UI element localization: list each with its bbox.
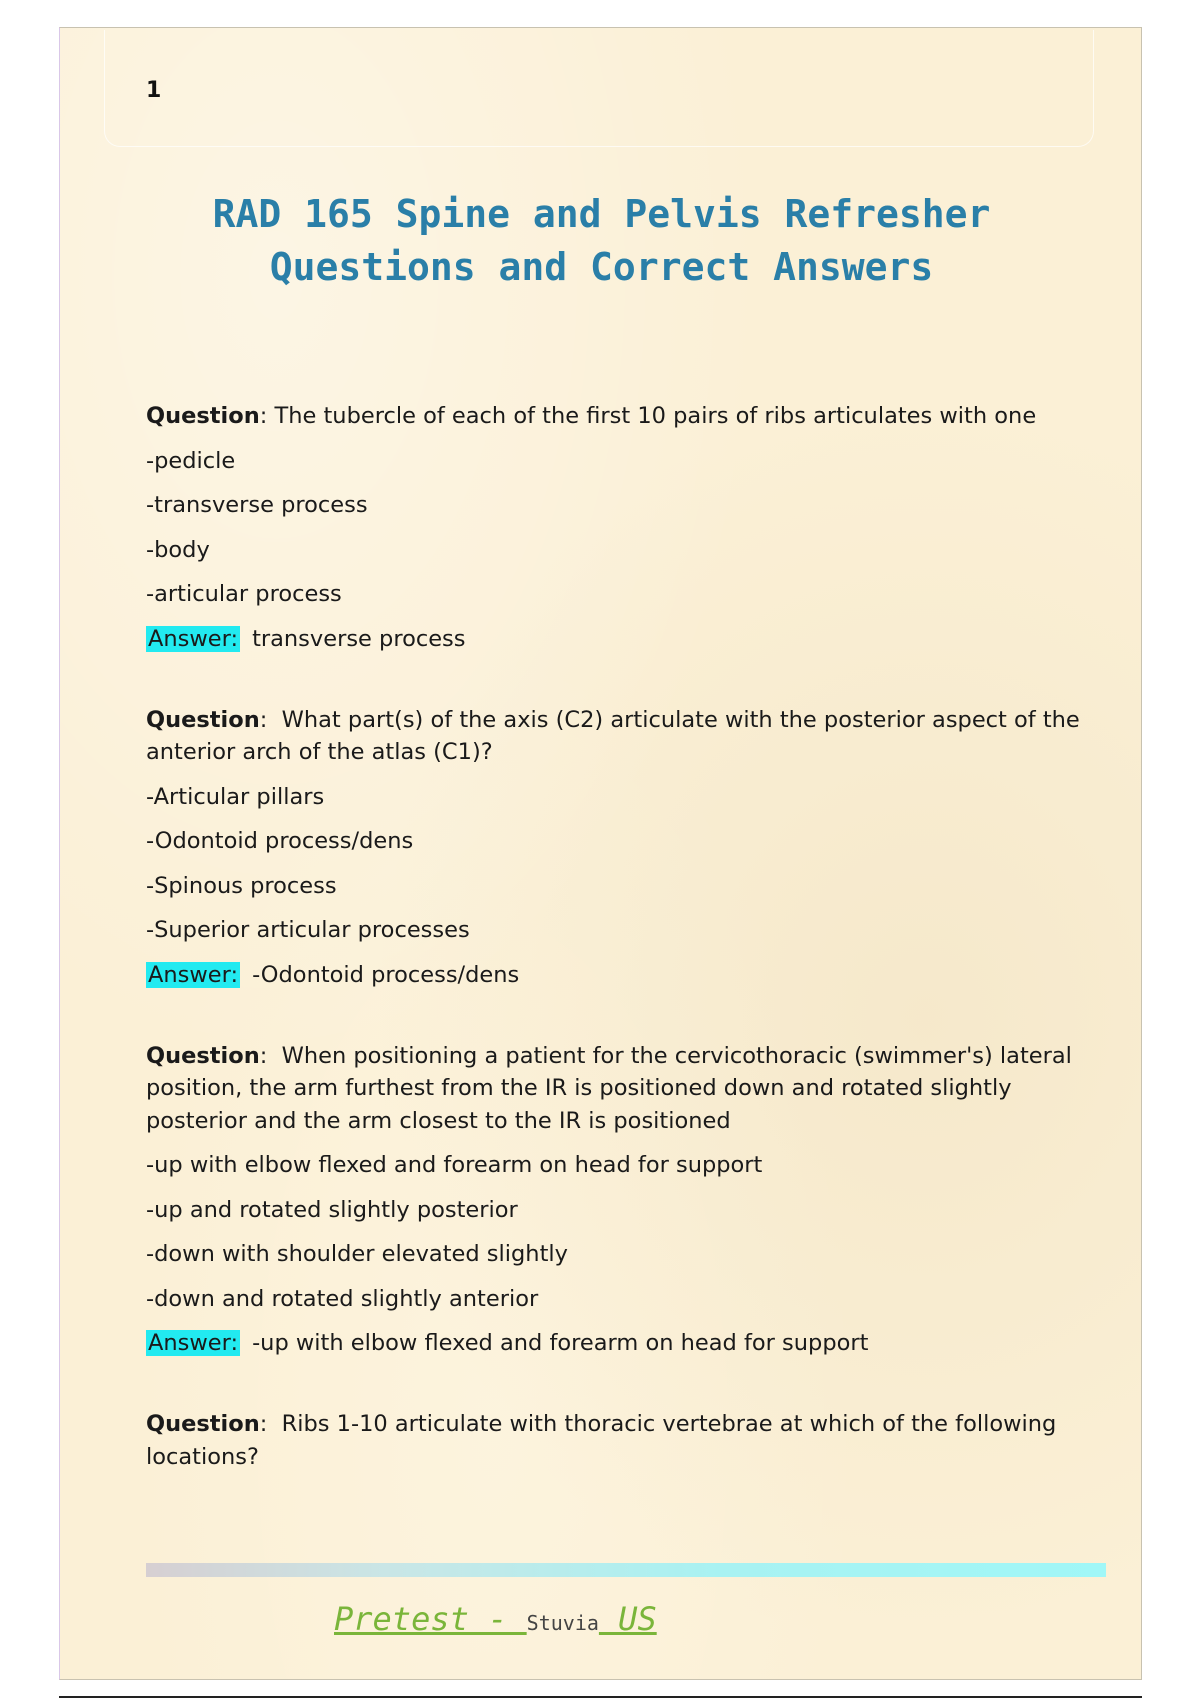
correct-answer [146, 1327, 1106, 1359]
question-label: Question [146, 1042, 260, 1069]
question-block [146, 1040, 1106, 1360]
document-page [59, 27, 1142, 1680]
answer-label: Answer: [148, 1330, 239, 1356]
title-line-2: Questions and Correct Answers [269, 245, 934, 289]
question-label: Question [146, 706, 260, 733]
answer-option: -up with elbow flexed and forearm on head for support [146, 1152, 763, 1178]
page-number: 1 [146, 78, 162, 103]
question-label: Question [146, 1411, 260, 1437]
question-block [146, 1408, 1106, 1473]
question-text: Question: Ribs 1-10 articulate with thoracic vertebrae at which of the following locations? [146, 1411, 1057, 1470]
title-line-1: RAD 165 Spine and Pelvis Refresher [212, 192, 991, 236]
answer-text: -Odontoid process/dens [252, 961, 520, 988]
answer-label: Answer: [148, 625, 239, 652]
question-list [146, 400, 1106, 1522]
footer-brand-us[interactable]: US [598, 1600, 657, 1638]
footer-brand-pretest[interactable]: Pretest - [334, 1600, 527, 1638]
footer-brand[interactable] [334, 1600, 657, 1638]
answer-option: -Articular pillars [146, 783, 325, 810]
question-block [146, 400, 1106, 655]
answer-option: -pedicle [146, 447, 236, 474]
document-title [60, 188, 1143, 294]
bottom-rule [59, 1696, 1142, 1698]
correct-answer [146, 959, 1106, 991]
question-text: Question: What part(s) of the axis (C2) articulate with the posterior aspect of the anterior arch of the atlas (C1)? [146, 706, 1080, 765]
answer-option: -articular process [146, 581, 342, 607]
question-text: Question: The tubercle of each of the first 10 pairs of ribs articulates with one [146, 403, 1037, 429]
footer-divider-bar [146, 1563, 1106, 1577]
header-frame [104, 30, 1094, 147]
question-text: Question: When positioning a patient for the cervicothoracic (swimmer's) lateral position, the arm furthest from the IR is positioned down and rotated slightly posterior and the arm closest to the IR is positioned [146, 1042, 1072, 1134]
answer-option: -Odontoid process/dens [146, 828, 414, 854]
footer-brand-stuvia[interactable]: Stuvia [526, 1611, 599, 1635]
question-block [146, 704, 1106, 991]
answer-option: -down with shoulder elevated slightly [146, 1241, 568, 1267]
answer-option: -down and rotated slightly anterior [146, 1285, 539, 1312]
answer-label: Answer: [148, 961, 239, 988]
answer-text: transverse process [252, 625, 466, 652]
answer-option: -Superior articular processes [146, 917, 470, 943]
answer-option: -Spinous process [146, 872, 337, 899]
answer-option: -up and rotated slightly posterior [146, 1196, 518, 1223]
correct-answer [146, 623, 1106, 655]
answer-text: -up with elbow flexed and forearm on head for support [252, 1330, 869, 1356]
question-label: Question [146, 403, 260, 429]
answer-option: -body [146, 536, 210, 563]
answer-option: -transverse process [146, 492, 368, 518]
